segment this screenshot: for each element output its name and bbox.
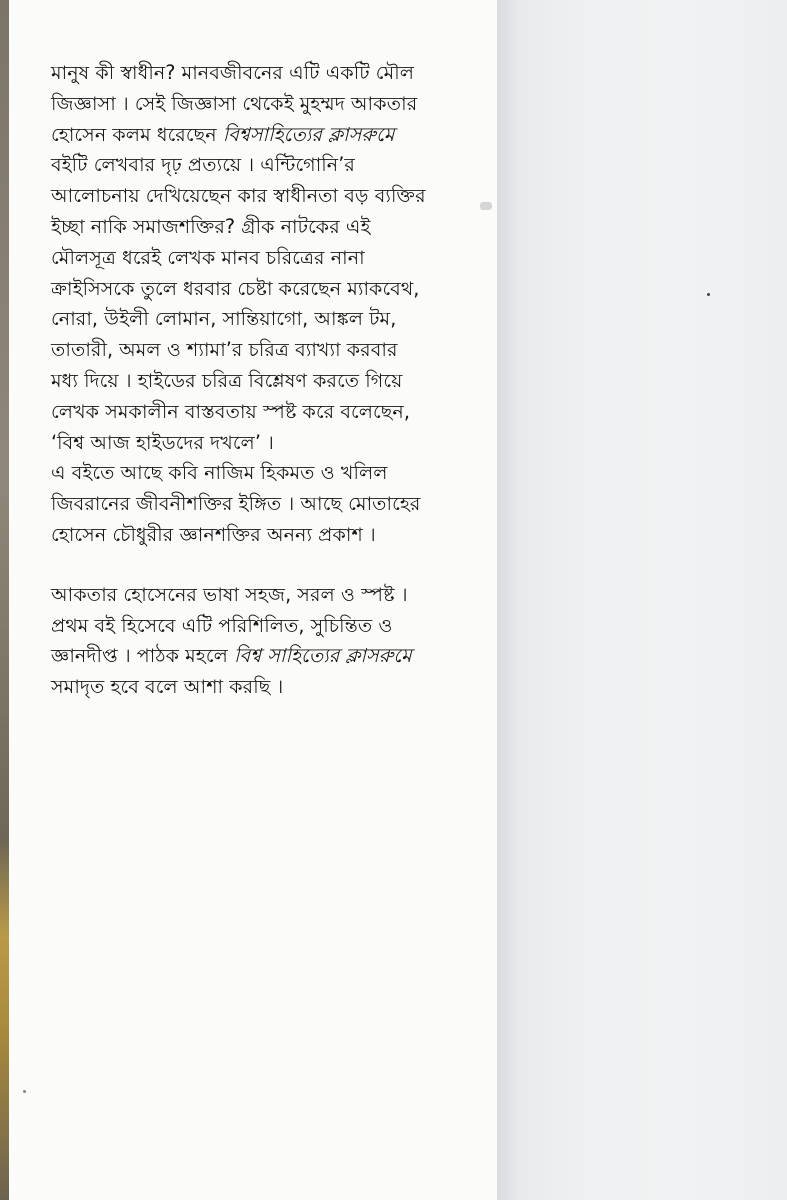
book-flap — [497, 0, 787, 1200]
text-line: ক্রাইসিসকে তুলে ধরবার চেষ্টা করেছেন ম্যাকবেথ, — [51, 276, 420, 300]
text-line: নোরা, উইলী লোমান, সান্তিয়াগো, আঙ্কল টম, — [51, 307, 397, 331]
text-line: মধ্য দিয়ে । হাইডের চরিত্র বিশ্লেষণ করতে গিয়ে — [51, 368, 403, 392]
paragraph-2 — [51, 580, 481, 703]
text-line: এ বইতে আছে কবি নাজিম হিকমত ও খলিল — [51, 461, 388, 485]
text-line-start: জ্ঞানদীপ্ত । পাঠক মহলে — [51, 644, 234, 668]
text-line: ‘বিশ্ব আজ হাইডদের দখলে’ । — [51, 430, 274, 454]
text-line: সমাদৃত হবে বলে আশা করছি । — [51, 675, 284, 699]
text-line — [51, 120, 481, 151]
text-line — [51, 641, 481, 672]
book-title-italic: বিশ্ব সাহিত্যের ক্লাসরুমে — [234, 644, 412, 668]
text-line: লেখক সমকালীন বাস্তবতায় স্পষ্ট করে বলেছেন, — [51, 399, 410, 423]
text-line: মানুষ কী স্বাধীন? মানবজীবনের এটি একটি মৌল — [51, 61, 415, 84]
book-spine-edge — [0, 0, 9, 1200]
flap-text — [51, 58, 481, 703]
paragraph-1 — [51, 58, 481, 551]
text-line: ইচ্ছা নাকি সমাজশক্তির? গ্রীক নাটকের এই — [51, 214, 371, 238]
text-line: মৌলসূত্র ধরেই লেখক মানব চরিত্রের নানা — [51, 245, 365, 269]
text-line: আকতার হোসেনের ভাষা সহজ, সরল ও স্পষ্ট । — [51, 582, 408, 606]
text-line: বইটি লেখবার দৃঢ় প্রত্যয়ে । এন্টিগোনি’র — [51, 153, 355, 177]
text-line: জিবরানের জীবনীশক্তির ইঙ্গিত । আছে মোতাহের — [51, 492, 421, 516]
paper-fold-mark — [480, 202, 492, 210]
paragraph-gap — [51, 551, 481, 580]
paper-speck — [23, 1090, 26, 1093]
paper-speck — [707, 293, 710, 296]
text-line: হোসেন চৌধুরীর জ্ঞানশক্তির অনন্য প্রকাশ । — [51, 522, 376, 546]
book-title-italic: বিশ্বসাহিত্যের ক্লাসরুমে — [222, 122, 395, 146]
text-line: তাতারী, অমল ও শ্যামা’র চরিত্র ব্যাখ্যা করবার — [51, 338, 398, 362]
text-line: আলোচনায় দেখিয়েছেন কার স্বাধীনতা বড় ব্যক্তির — [51, 184, 426, 208]
text-line: জিজ্ঞাসা । সেই জিজ্ঞাসা থেকেই মুহম্মদ আকতার — [51, 91, 418, 115]
text-line-start: হোসেন কলম ধরেছেন — [51, 122, 223, 146]
text-line: প্রথম বই হিসেবে এটি পরিশিলিত, সুচিন্তিত ও — [51, 613, 393, 637]
